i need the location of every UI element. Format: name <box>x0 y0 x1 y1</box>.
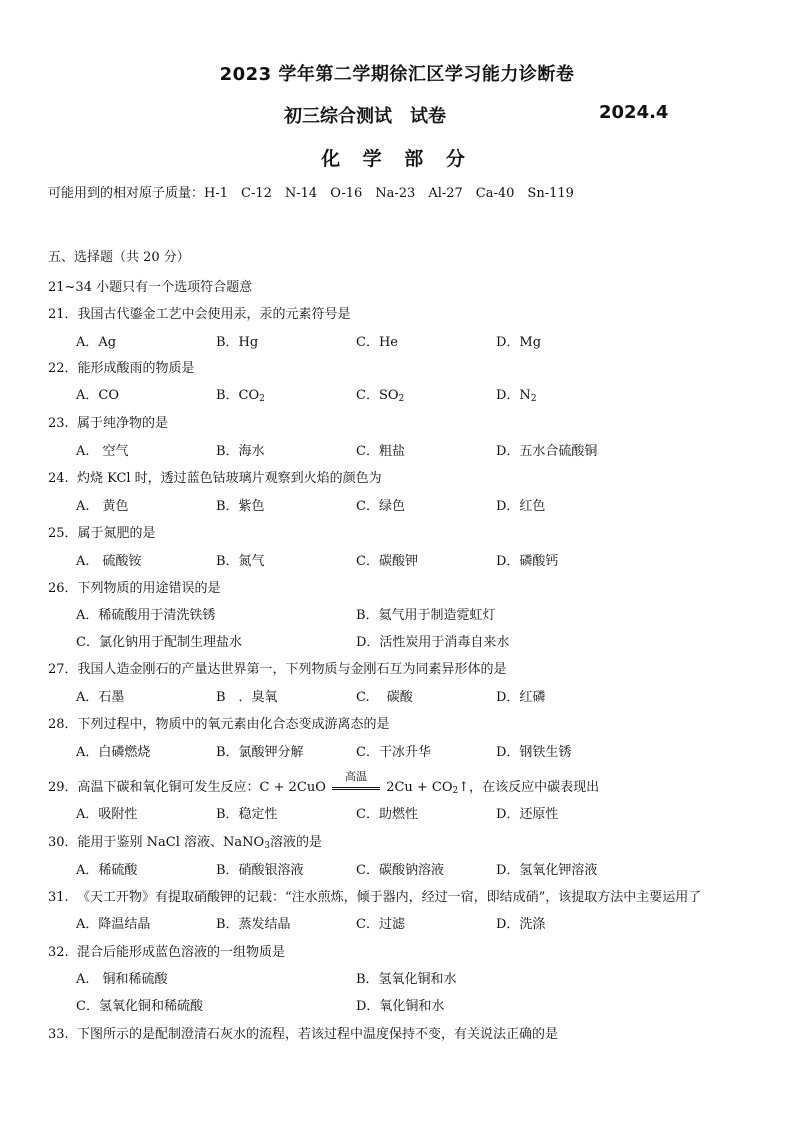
option-a: A．稀硫酸 <box>76 863 138 878</box>
question-stem: 灼烧 KCl 时，透过蓝色钴玻璃片观察到火焰的颜色为 <box>76 471 382 486</box>
question-stem: 能用于鉴别 NaCl 溶液、NaNO <box>77 835 265 850</box>
question-number: 32. <box>48 945 69 960</box>
option-a: A．白磷燃烧 <box>76 745 151 760</box>
option-d: D．$N_2$ <box>496 388 537 404</box>
question-stem: 属于氮肥的是 <box>77 526 156 541</box>
question-23 <box>48 412 168 431</box>
exam-title: 2023 学年第二学期徐汇区学习能力诊断卷 <box>219 64 575 85</box>
reaction-condition: 高温 <box>330 780 382 795</box>
question-33 <box>48 1023 558 1042</box>
option-b: B．Hg <box>216 335 259 350</box>
question-number: 24. <box>48 471 69 486</box>
option-d: D．红磷 <box>496 690 546 705</box>
option-b: B ．臭氧 <box>216 690 278 705</box>
question-stem: 下图所示的是配制澄清石灰水的流程，若该过程中温度保持不变，有关说法正确的是 <box>76 1027 558 1042</box>
option-b: B．紫色 <box>216 499 265 514</box>
question-stem: 属于纯净物的是 <box>76 416 168 431</box>
option-c: C．碳酸钠溶液 <box>356 863 444 878</box>
question-24 <box>48 467 382 486</box>
option-c: C．干冰升华 <box>356 745 431 760</box>
option-c: C．过滤 <box>356 917 405 932</box>
option-a: A. 铜和稀硫酸 <box>76 972 168 987</box>
question-25 <box>48 522 156 541</box>
option-d: D．钢铁生锈 <box>496 745 572 760</box>
option-b: B．蒸发结晶 <box>216 917 291 932</box>
option-d: D．磷酸钙 <box>496 554 559 569</box>
option-b: B．海水 <box>216 444 265 459</box>
option-b: B．$CO_2$ <box>216 388 265 404</box>
option-c: C．氯化钠用于配制生理盐水 <box>76 635 242 650</box>
instruction: 21~34 小题只有一个选项符合题意 <box>48 280 253 295</box>
question-32 <box>48 941 285 960</box>
option-a: A．吸附性 <box>76 807 138 822</box>
option-c: C．碳酸钾 <box>356 554 418 569</box>
question-29: 29．高温下碳和氧化铜可发生反应：C + 2CuO 高温 $2Cu + CO_2↑$，在该反应中碳表现出 <box>48 770 600 796</box>
option-a: A. 硫酸铵 <box>76 554 142 569</box>
question-number: 23. <box>48 416 69 431</box>
question-number: 22． <box>48 361 78 376</box>
question-22 <box>48 357 195 376</box>
subject-title: 化 学 部 分 <box>321 148 473 170</box>
option-a: A．CO <box>76 388 119 403</box>
atomic-masses: 可能用到的相对原子质量：H-1 C-12 N-14 O-16 Na-23 Al-27 Ca-40 Sn-119 <box>48 186 574 201</box>
question-number: 26． <box>48 581 78 596</box>
question-30: 30．能用于鉴别 NaCl 溶液、NaNO$_3$溶液的是 <box>48 835 322 851</box>
option-d: D．五水合硫酸铜 <box>496 444 598 459</box>
question-number: 21． <box>48 307 78 322</box>
option-b: B．硝酸银溶液 <box>216 863 304 878</box>
option-b: B．氢氧化铜和水 <box>356 972 457 987</box>
exam-date: 2024.4 <box>599 102 669 123</box>
question-number: 29． <box>48 780 78 795</box>
option-a: A. 黄色 <box>76 499 129 514</box>
question-number: 25． <box>48 526 78 541</box>
option-b: B．氯酸钾分解 <box>216 745 304 760</box>
option-c: C．He <box>356 335 398 350</box>
question-26 <box>48 577 221 596</box>
question-21 <box>48 303 351 322</box>
question-number: 31. <box>48 890 69 905</box>
option-a: A．Ag <box>76 335 117 350</box>
question-stem: 我国人造金刚石的产量达世界第一，下列物质与金刚石互为同素异形体的是 <box>77 662 507 677</box>
option-c: C．氢氧化铜和稀硫酸 <box>76 999 203 1014</box>
question-stem: 能形成酸雨的物质是 <box>77 361 195 376</box>
question-number: 28． <box>48 717 78 732</box>
option-c: C．$SO_2$ <box>356 388 405 404</box>
question-stem: 下列物质的用途错误的是 <box>77 581 221 596</box>
option-d: D．红色 <box>496 499 546 514</box>
question-31 <box>48 886 701 905</box>
option-d: D．洗涤 <box>496 917 546 932</box>
option-d: D．氢氧化钾溶液 <box>496 863 598 878</box>
option-a: A．降温结晶 <box>76 917 151 932</box>
question-number: 30． <box>48 835 78 850</box>
question-number: 33. <box>48 1027 69 1042</box>
option-c: C．绿色 <box>356 499 405 514</box>
question-number: 27． <box>48 662 78 677</box>
question-stem: 混合后能形成蓝色溶液的一组物质是 <box>76 945 285 960</box>
option-a: A．石墨 <box>76 690 125 705</box>
option-a: A．稀硫酸用于清洗铁锈 <box>76 608 216 623</box>
exam-subtitle: 初三综合测试 试卷 <box>284 106 446 127</box>
option-d: D．还原性 <box>496 807 559 822</box>
option-b: B．氦气用于制造霓虹灯 <box>356 608 496 623</box>
option-c: C. 碳酸 <box>356 690 413 705</box>
question-28 <box>48 713 390 732</box>
option-c: C．粗盐 <box>356 444 405 459</box>
option-d: D．氧化铜和水 <box>356 999 445 1014</box>
option-c: C．助燃性 <box>356 807 418 822</box>
question-27 <box>48 658 507 677</box>
question-stem: 高温下碳和氧化铜可发生反应：C + 2CuO <box>77 780 326 795</box>
question-stem: 下列过程中，物质中的氧元素由化合态变成游离态的是 <box>77 717 390 732</box>
option-a: A. 空气 <box>76 444 129 459</box>
option-d: D．Mg <box>496 335 542 350</box>
option-b: B．稳定性 <box>216 807 278 822</box>
option-d: D．活性炭用于消毒自来水 <box>356 635 510 650</box>
question-stem: 我国古代鎏金工艺中会使用汞，汞的元素符号是 <box>77 307 351 322</box>
section-title: 五、选择题（共 20 分） <box>48 250 190 265</box>
question-stem: 《天工开物》有提取硝酸钾的记载：“注水煎炼，倾于器内，经过一宿，即结成硝”，该提取方法中主要运用了 <box>76 890 702 905</box>
option-b: B．氮气 <box>216 554 265 569</box>
